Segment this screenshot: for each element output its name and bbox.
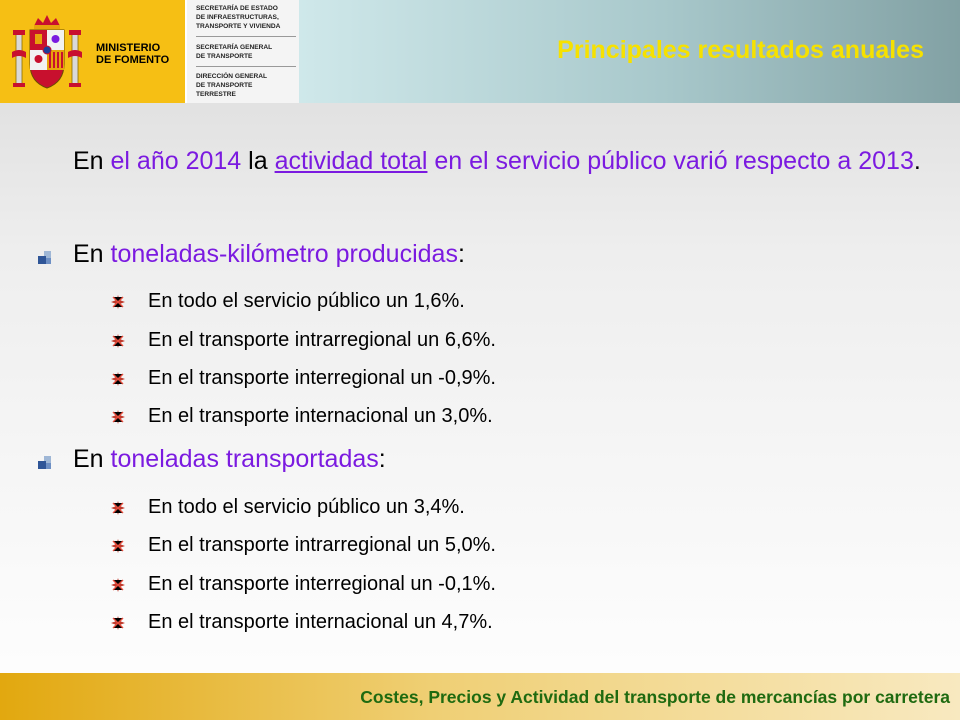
star-bullet-icon: [111, 410, 125, 424]
intro-highlight: respecto a 2013: [734, 147, 914, 175]
ministry-line: DE FOMENTO: [96, 54, 170, 66]
org-divider: [196, 66, 296, 67]
intro-paragraph: [73, 141, 923, 181]
ministry-logo: [0, 0, 185, 103]
footer-text: Costes, Precios y Actividad del transporte de mercancías por carretera: [360, 687, 950, 707]
list-item: En todo el servicio público un 1,6%.: [148, 290, 465, 312]
intro-text: En: [73, 147, 111, 175]
section-heading-tonnes: [73, 445, 386, 474]
coat-of-arms-icon: [10, 12, 84, 92]
org-hierarchy: [185, 0, 301, 103]
org-line: TERRESTRE: [196, 91, 236, 98]
org-line: SECRETARÍA GENERAL: [196, 44, 273, 51]
intro-text: .: [913, 147, 921, 175]
org-line: DE INFRAESTRUCTURAS,: [196, 14, 279, 21]
intro-highlight: el año 2014: [110, 147, 242, 175]
list-item: En el transporte internacional un 3,0%.: [148, 405, 493, 427]
section-heading-tkm: [73, 240, 465, 269]
heading-text: :: [457, 240, 465, 268]
org-divider: [196, 36, 296, 37]
heading-text: En: [73, 240, 111, 268]
ministry-line: MINISTERIO: [96, 42, 161, 54]
slide-footer: [0, 673, 960, 720]
slide-body: [0, 103, 960, 673]
ministry-name: [96, 42, 169, 66]
org-line: DE TRANSPORTE: [196, 82, 253, 89]
page-title: Principales resultados anuales: [557, 36, 924, 64]
org-section-state: [196, 4, 280, 31]
star-bullet-icon: [111, 539, 125, 553]
org-line: SECRETARÍA DE ESTADO: [196, 5, 278, 12]
star-bullet-icon: [111, 578, 125, 592]
star-bullet-icon: [111, 334, 125, 348]
list-item: En el transporte intrarregional un 5,0%.: [148, 534, 496, 556]
org-line: DE TRANSPORTE: [196, 53, 253, 60]
intro-text: la: [241, 147, 275, 175]
list-item: En el transporte interregional un -0,9%.: [148, 367, 496, 389]
org-line: DIRECCIÓN GENERAL: [196, 73, 268, 80]
star-bullet-icon: [111, 295, 125, 309]
heading-highlight: toneladas transportadas: [110, 445, 379, 473]
square-bullet-icon: [38, 456, 52, 470]
intro-highlight-underlined: actividad total: [274, 147, 428, 175]
org-section-general: [196, 43, 272, 61]
star-bullet-icon: [111, 616, 125, 630]
intro-highlight: en el servicio público varió: [427, 147, 735, 175]
title-band: [299, 0, 960, 103]
slide-header: [0, 0, 960, 103]
org-line: TRANSPORTE Y VIVIENDA: [196, 23, 281, 30]
org-section-direction: [196, 72, 267, 99]
star-bullet-icon: [111, 372, 125, 386]
square-bullet-icon: [38, 251, 52, 265]
heading-highlight: toneladas-kilómetro producidas: [110, 240, 458, 268]
star-bullet-icon: [111, 501, 125, 515]
list-item: En todo el servicio público un 3,4%.: [148, 496, 465, 518]
list-item: En el transporte intrarregional un 6,6%.: [148, 329, 496, 351]
list-item: En el transporte interregional un -0,1%.: [148, 573, 496, 595]
heading-text: :: [378, 445, 386, 473]
list-item: En el transporte internacional un 4,7%.: [148, 611, 493, 633]
heading-text: En: [73, 445, 111, 473]
